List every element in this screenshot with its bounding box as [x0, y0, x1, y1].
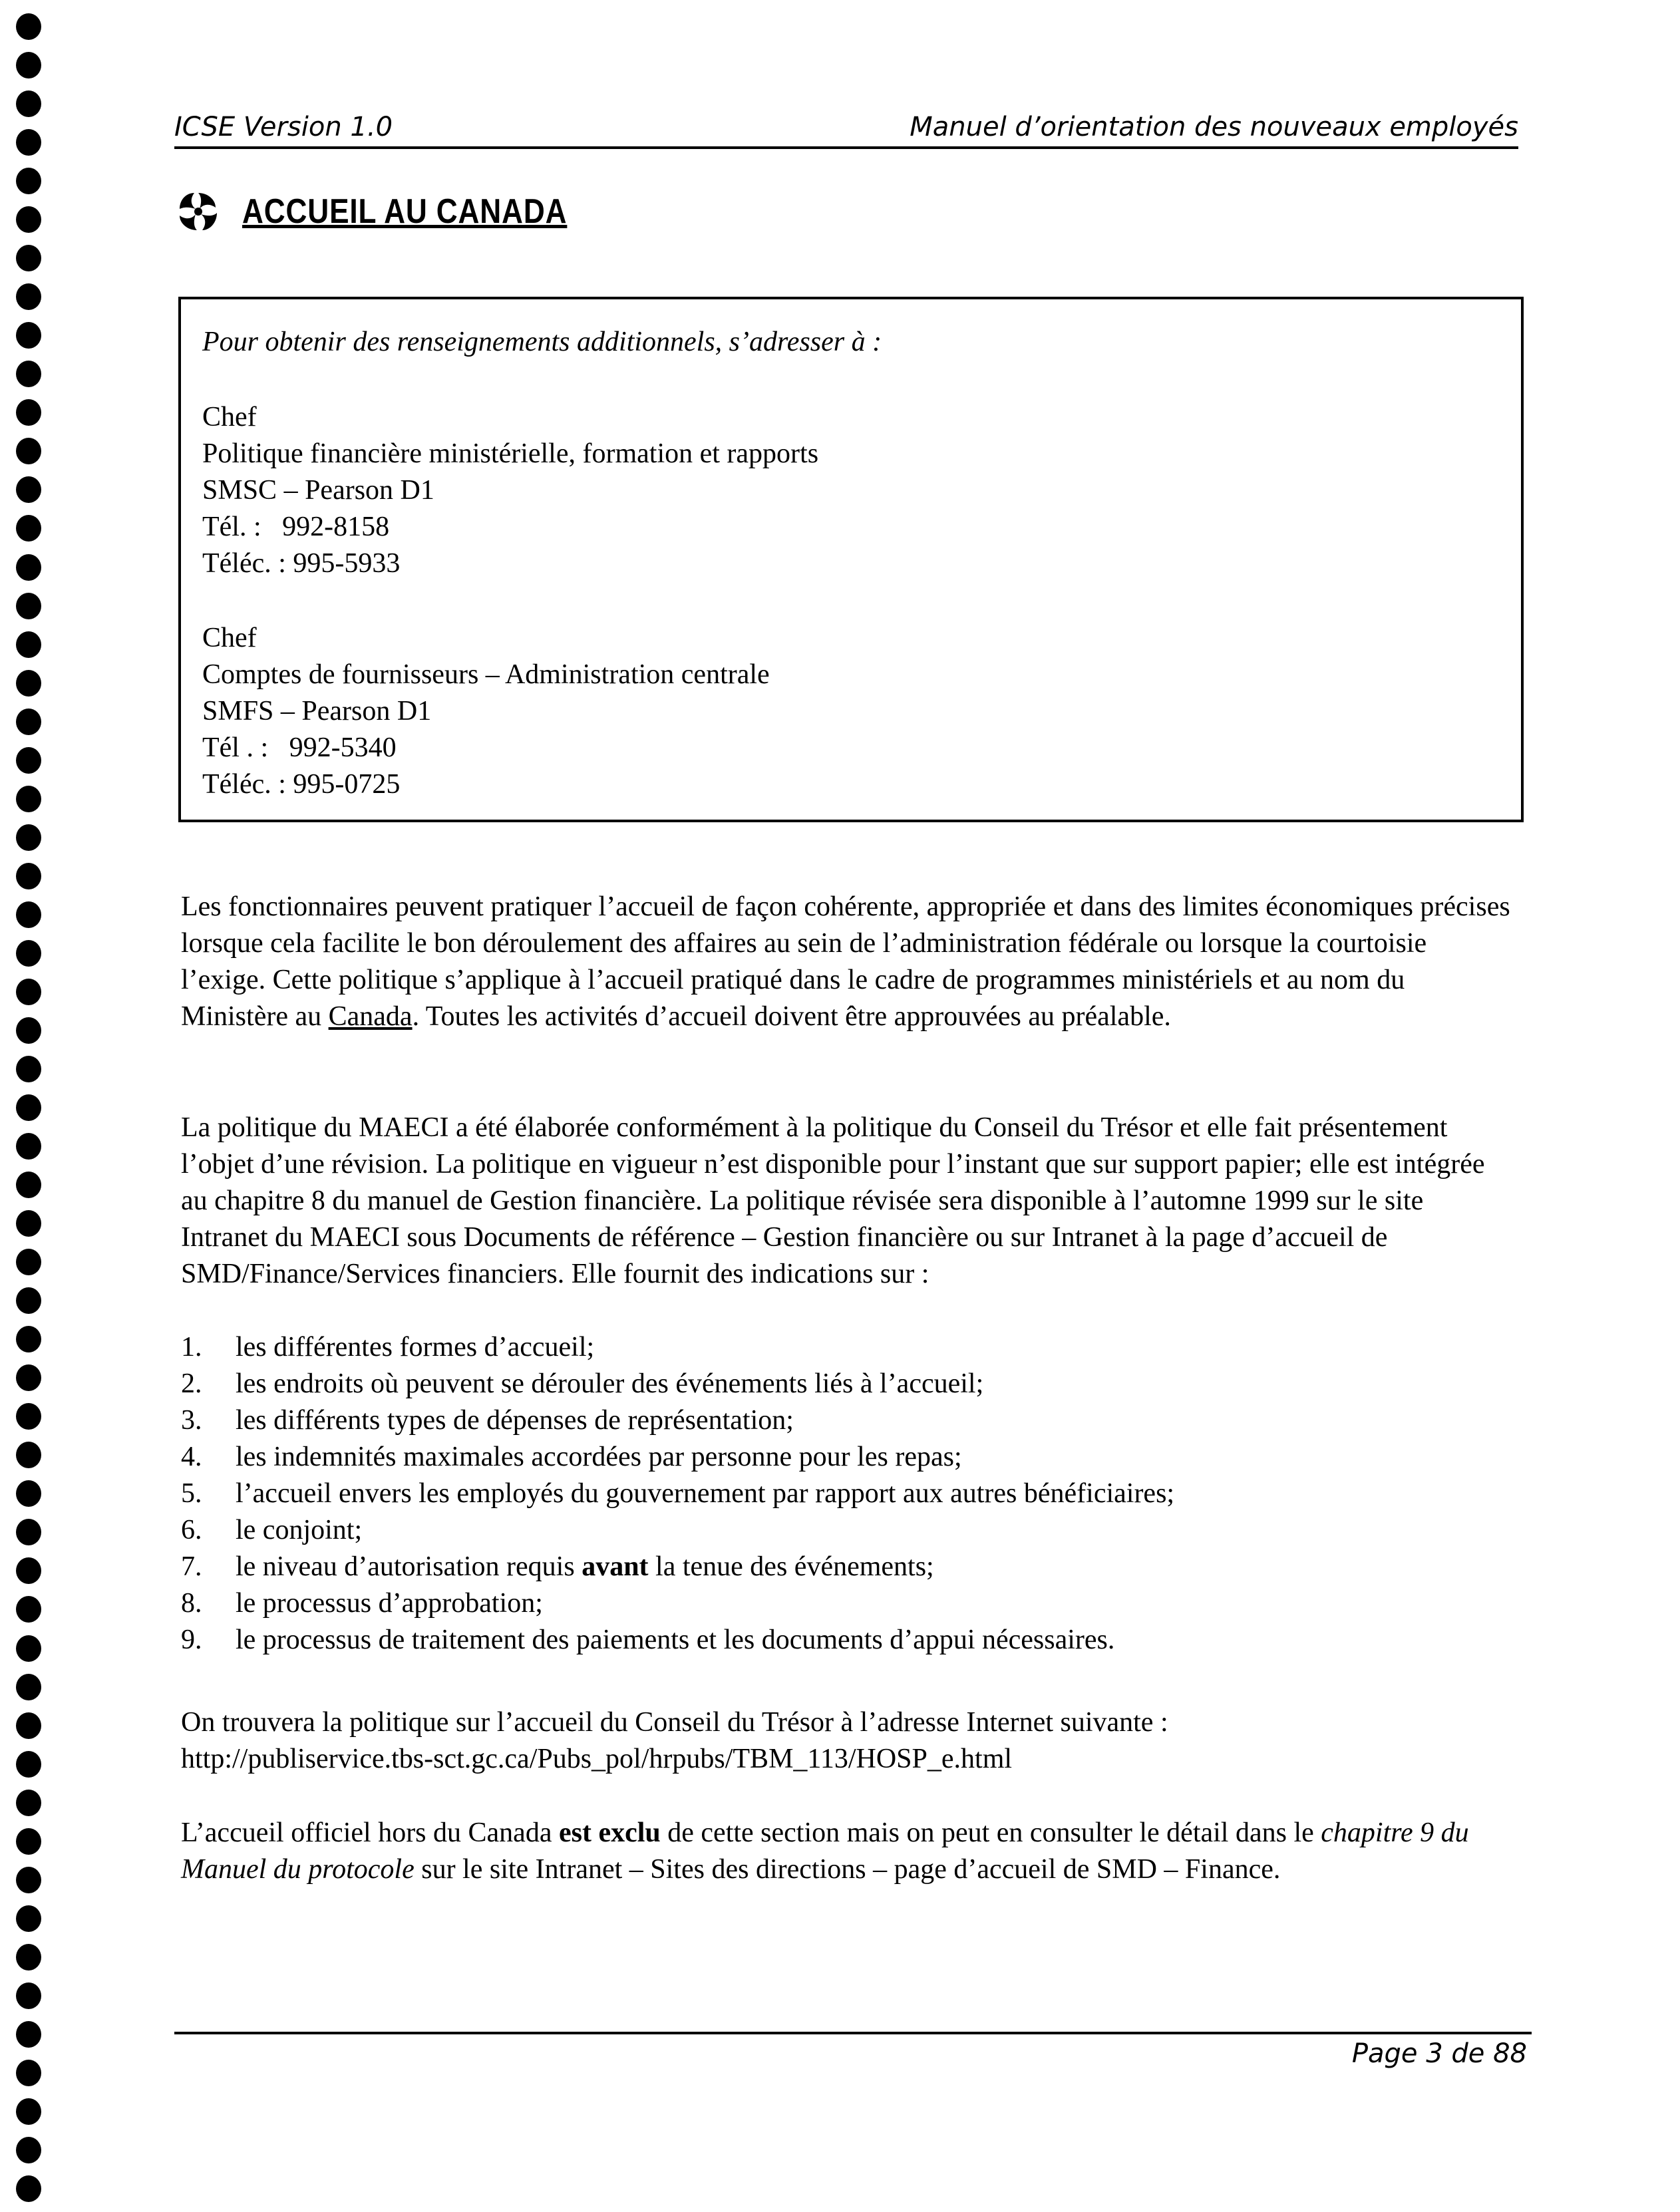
binder-hole: [16, 1287, 41, 1314]
binder-hole: [16, 901, 41, 928]
section-title: [174, 185, 625, 238]
header-manual-title: Manuel d’orientation des nouveaux employés: [910, 112, 1518, 142]
page-number: Page 3 de 88: [1351, 2038, 1527, 2069]
binder-hole: [16, 1712, 41, 1739]
binder-hole: [16, 1557, 41, 1584]
binder-hole: [16, 2021, 41, 2048]
binder-hole: [16, 2137, 41, 2163]
paragraph-text: Les fonctionnaires peuvent pratiquer l’accueil de façon cohérente, appropriée et dans des limites économiques précises lorsque cela facilite le bon déroulement des affaires au sein de l’administration fédérale ou lorsque la courtoisie l’exige. Cette politique s’applique à l’accueil pratiqué dans le cadre de programmes ministériels et au nom du Ministère au: [181, 891, 1510, 1032]
binder-hole: [16, 824, 41, 851]
binder-hole: [16, 593, 41, 619]
section-title-text: ACCUEIL AU CANADA: [242, 192, 568, 231]
binder-hole: [16, 1094, 41, 1121]
binder-holes: [16, 13, 43, 2202]
binder-hole: [16, 1172, 41, 1198]
binder-hole: [16, 709, 41, 735]
binder-hole: [16, 1519, 41, 1545]
tbs-policy-url[interactable]: http://publiservice.tbs-sct.gc.ca/Pubs_pol/hrpubs/TBM_113/HOSP_e.html: [181, 1744, 1013, 1774]
paragraph-text: La politique du MAECI a été élaborée conformément à la politique du Conseil du Trésor et elle fait présentement l’objet d’une révision. La politique en vigueur n’est disponible pour l’instant que sur support papier; elle est intégrée au chapitre 8 du manuel de Gestion financière. La politique révisée sera disponible à l’automne 1999 sur le site Intranet du MAECI sous Documents de référence – Gestion financière ou sur Intranet à la page d’accueil de SMD/Finance/Services financiers. Elle fournit des indications sur :: [181, 1112, 1485, 1289]
list-item: 5. l’accueil envers les employés du gouvernement par rapport aux autres bénéficiaires;: [181, 1478, 1175, 1509]
binder-hole: [16, 206, 41, 233]
contact-tel: 992-8158: [282, 512, 390, 542]
contact-office: SMFS – Pearson D1: [202, 696, 432, 726]
binder-hole: [16, 13, 41, 40]
binder-hole: [16, 786, 41, 812]
footer-divider: [174, 2032, 1532, 2034]
binder-hole: [16, 979, 41, 1005]
page-header: [174, 106, 1518, 149]
binder-hole: [16, 554, 41, 581]
binder-hole: [16, 1905, 41, 1932]
header-version: ICSE Version 1.0: [174, 112, 393, 142]
binder-hole: [16, 1982, 41, 2009]
binder-hole: [16, 283, 41, 310]
contact-tel-row: [202, 509, 818, 546]
bold-text: avant: [582, 1551, 649, 1582]
binder-hole: [16, 1210, 41, 1237]
binder-hole: [16, 1790, 41, 1816]
indications-list: [181, 1329, 1174, 1659]
binder-hole: [16, 670, 41, 697]
contact-block-1: [202, 399, 818, 582]
list-item: 9. le processus de traitement des paiements et les documents d’appui nécessaires.: [181, 1625, 1115, 1655]
binder-hole: [16, 1056, 41, 1082]
binder-hole: [16, 1867, 41, 1893]
canada-link[interactable]: Canada: [328, 1001, 413, 1032]
list-item: 8. le processus d’approbation;: [181, 1588, 543, 1619]
list-item: 2. les endroits où peuvent se dérouler des événements liés à l’accueil;: [181, 1368, 984, 1399]
binder-hole: [16, 322, 41, 349]
binder-hole: [16, 1674, 41, 1700]
binder-hole: [16, 90, 41, 117]
contact-title: Chef: [202, 623, 257, 653]
binder-hole: [16, 631, 41, 658]
binder-hole: [16, 1442, 41, 1468]
italic-reference: chapitre 9 du Manuel du protocole: [181, 1817, 1469, 1885]
binder-hole: [16, 1403, 41, 1430]
list-item: 1. les différentes formes d’accueil;: [181, 1332, 595, 1362]
paragraph-text: On trouvera la politique sur l’accueil du Conseil du Trésor à l’adresse Internet suivante :: [181, 1707, 1168, 1738]
contact-tel-label: Tél. :: [202, 512, 261, 542]
paragraph-text: . Toutes les activités d’accueil doivent être approuvées au préalable.: [412, 1001, 1171, 1032]
binder-hole: [16, 1828, 41, 1855]
binder-hole: [16, 1944, 41, 1971]
list-item: 6. le conjoint;: [181, 1515, 363, 1545]
hospitality-emblem-icon: [174, 188, 222, 236]
paragraph-policy: [181, 1110, 1512, 1293]
binder-hole: [16, 1635, 41, 1662]
contact-office: SMSC – Pearson D1: [202, 475, 434, 506]
binder-hole: [16, 1751, 41, 1778]
contact-department: Politique financière ministérielle, formation et rapports: [202, 438, 819, 469]
paragraph-intro: [181, 889, 1512, 1035]
list-item: 3. les différents types de dépenses de représentation;: [181, 1405, 794, 1436]
binder-hole: [16, 2175, 41, 2202]
binder-hole: [16, 1596, 41, 1623]
binder-hole: [16, 2098, 41, 2125]
binder-hole: [16, 476, 41, 503]
binder-hole: [16, 1017, 41, 1044]
binder-hole: [16, 747, 41, 774]
binder-hole: [16, 1249, 41, 1275]
binder-hole: [16, 399, 41, 426]
binder-hole: [16, 1326, 41, 1352]
binder-hole: [16, 168, 41, 194]
list-item: 7. le niveau d’autorisation requis avant la tenue des événements;: [181, 1549, 1174, 1585]
binder-hole: [16, 52, 41, 79]
binder-hole: [16, 1364, 41, 1391]
contact-title: Chef: [202, 402, 257, 432]
binder-hole: [16, 129, 41, 156]
binder-hole: [16, 245, 41, 271]
binder-hole: [16, 1480, 41, 1507]
contact-fax: Téléc. : 995-0725: [202, 769, 401, 800]
binder-hole: [16, 940, 41, 967]
binder-hole: [16, 438, 41, 464]
contact-tel-label: Tél . :: [202, 732, 269, 763]
paragraph-exclusion: L’accueil officiel hors du Canada est exclu de cette section mais on peut en consulter le détail dans le chapitre 9 du Manuel du protocole sur le site Intranet – Sites des directions – page d’accueil de SMD – Finance.: [181, 1817, 1469, 1885]
paragraph-tbs-link: [181, 1704, 1512, 1778]
binder-hole: [16, 1133, 41, 1160]
binder-hole: [16, 2060, 41, 2086]
contact-fax: Téléc. : 995-5933: [202, 548, 401, 579]
contact-block-2: [202, 620, 770, 803]
contact-department: Comptes de fournisseurs – Administration centrale: [202, 659, 770, 690]
bold-text: est exclu: [558, 1817, 661, 1848]
list-item: 4. les indemnités maximales accordées par personne pour les repas;: [181, 1442, 962, 1472]
contact-tel-row: [202, 730, 770, 766]
contact-box: [178, 297, 1524, 822]
binder-hole: [16, 515, 41, 542]
binder-hole: [16, 863, 41, 889]
contact-intro: Pour obtenir des renseignements additionnels, s’adresser à :: [202, 327, 882, 357]
binder-hole: [16, 361, 41, 387]
contact-tel: 992-5340: [289, 732, 397, 763]
